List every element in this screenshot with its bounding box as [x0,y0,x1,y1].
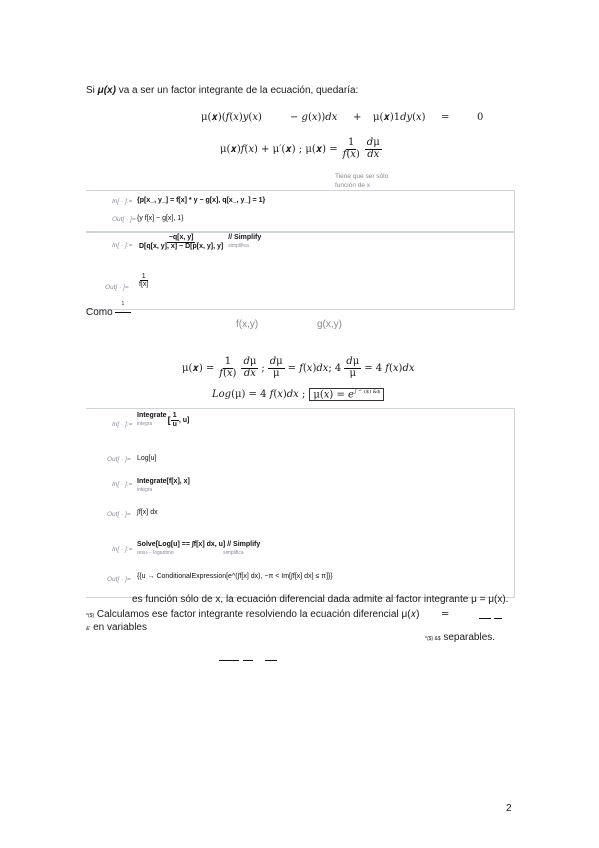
frac-den: μ [272,367,280,379]
g-xy-label: g(x,y) [317,319,342,330]
simplify-hint: simplifica [228,243,249,249]
equation-1-zero: 0 [477,112,484,123]
paragraph-line-2-text: Calculamos ese factor integrante resolviendo la ecuación diferencial μ(𝑥) [94,609,420,620]
frac-den: f[x] [139,281,149,289]
equation-3-frac3 [268,357,285,379]
equation-3-frac2 [241,357,258,379]
output-value-2 [137,273,150,289]
paragraph-equals: = [441,609,450,620]
equation-3-frac4 [344,357,361,379]
equation-2-lhs: μ(𝒙)𝑓(𝑥) + μ′(𝒙) ; μ(𝒙) = [220,143,338,155]
input-2-fraction [137,234,225,250]
equation-1-part4: μ(𝒙)1𝑑𝑦(𝑥) [373,112,426,123]
paragraph-line-4-text: separables. [440,632,496,643]
frac-den: 𝑑𝑥 [243,367,256,379]
solve-simplify-postfix: // Simplify [227,541,261,548]
paragraph-line-4 [425,632,495,643]
integrate-keyword: Integrate [137,412,167,419]
paragraph-line-3-text: en variables [90,622,147,633]
frac-den: 𝑓(𝑥) [342,148,360,160]
input-code-5[interactable] [137,541,260,557]
equation-3-middle: = 𝑓(𝑥)𝑑𝑥; 4 [287,362,342,374]
equation-4-boxed-result [309,388,384,401]
equation-1-part2: − 𝑔(𝑥))𝑑𝑥 [290,112,338,123]
frac-num: 𝑑μ [346,356,360,367]
footnote-marker-3: *($) &$ [425,636,441,642]
input-3-fraction [171,412,179,428]
equation-3-frac1 [217,357,238,379]
input-code-1[interactable]: {p[x_, y_] = f[x] * y − g[x], q[x_, y_] = 1} [137,197,266,204]
solve-keyword: Solve [137,541,156,548]
como-label: Como [86,307,113,318]
frac-num: 𝑑μ [366,137,380,148]
footnote-marker-2: &' [86,626,91,632]
frac-den: D[q[x, y], x] − D[p[x, y], y] [139,242,224,250]
input-label-1: In[ · ]:= [112,198,133,205]
equation-3-lead: μ(𝒙) = [182,362,215,374]
frac-num: 1 [224,356,232,367]
intro-text [86,85,358,96]
integrate-args: , u] [178,416,190,424]
paragraph-line-2 [86,609,419,620]
frac-den: u [172,420,177,428]
paragraph-line-3 [86,622,147,633]
output-value-4: ∫f[x] dx [137,509,158,516]
input-label-2: In[ · ]:= [112,242,133,249]
input-code-4[interactable] [137,478,190,494]
integrate-fx-code: Integrate[f[x], x] [137,478,190,485]
output-label-2: Out[ · ]= [105,284,129,291]
footnote-marker-1: *($) [86,613,95,619]
equation-1-plus: + [353,112,362,123]
output-value-5: {{u → ConditionalExpression[e^(∫f[x] dx), −π < Im[∫f[x] dx] ≤ π]}} [137,573,333,580]
stray-fraction-bar-2 [243,660,253,661]
f-xy-label: f(x,y) [236,319,259,330]
side-note-line1: Tiene que ser sólo [335,173,389,180]
solve-simplify-hint: simplifica [223,550,244,556]
frac-num: 1 [348,137,355,148]
equation-3-tail: = 4 𝑓(𝑥)𝑑𝑥 [364,362,415,374]
input-label-5: In[ · ]:= [112,546,133,553]
frac-num: 1 [141,273,146,280]
como-text [86,301,131,318]
side-note [335,172,388,190]
boxed-exponent: ∫ ^ ($) &$ [353,389,381,395]
input-code-3[interactable]: Integrate integra [ $\frac{1}{u}$ , u] [137,412,190,428]
frac-num: 𝑑μ [269,356,283,367]
equation-2-frac2 [365,138,382,160]
frac-den: 𝑓(𝑥) [219,367,237,379]
input-label-4: In[ · ]:= [112,481,133,488]
fraction-bar-2 [494,618,502,619]
input-code-2[interactable] [137,234,261,250]
intro-mu: μ(x) [97,85,116,96]
input-label-3: In[ · ]:= [112,421,133,428]
equation-2 [220,138,382,160]
integrate-hint: integra [137,421,153,427]
solve-args: [Log[u] == ∫f[x] dx, u] [155,541,226,548]
frac-den: μ [349,367,356,379]
equation-3-semicolon: ; [261,362,265,374]
stray-fraction-bar-3 [265,660,277,661]
fraction-bar-1 [479,618,491,619]
output-label-3: Out[ · ]= [107,456,131,463]
equation-1-part1: μ(𝒙)(𝑓(𝑥)𝑦(𝑥) [201,112,262,123]
page-number: 2 [506,803,512,814]
como-frac-num: 1 [121,301,125,308]
output-label-5: Out[ · ]= [107,576,131,583]
intro-suffix: va a ser un factor integrante de la ecuación, quedaría: [115,85,359,96]
equation-4-lhs: 𝐿𝑜𝑔(μ) = 4 𝑓(𝑥)𝑑𝑥 ; [212,389,306,401]
intro-prefix: Si [86,85,98,96]
output-value-3: Log[u] [137,455,157,462]
output-label-1: Out[ · ]= [112,216,136,223]
notebook-cell-group-3 [86,408,515,598]
solve-hint: resu··· logaritmo [137,550,174,556]
frac-num: 1 [172,412,177,420]
equation-3 [182,357,415,379]
side-note-line2: función de x [335,182,371,189]
frac-den: 𝑑𝑥 [367,148,380,160]
integrate-fx-hint: integra [137,487,153,493]
equation-4 [212,388,384,401]
boxed-lhs: μ(𝑥) = 𝑒 [313,389,354,401]
output-2-fraction [137,273,150,289]
paragraph-line-1: es función sólo de x, la ecuación diferencial dada admite al factor integrante μ = μ(x). [132,594,509,605]
frac-num: 𝑑μ [243,356,257,367]
simplify-postfix: // Simplify [228,234,262,241]
stray-fraction-bar-1 [219,660,239,661]
equation-1-equals: = [441,112,450,123]
frac-num: −q[x, y] [168,234,194,242]
equation-2-frac1 [341,138,362,160]
output-label-4: Out[ · ]= [107,511,131,518]
output-value-1: {y f[x] − g[x], 1} [137,215,184,222]
